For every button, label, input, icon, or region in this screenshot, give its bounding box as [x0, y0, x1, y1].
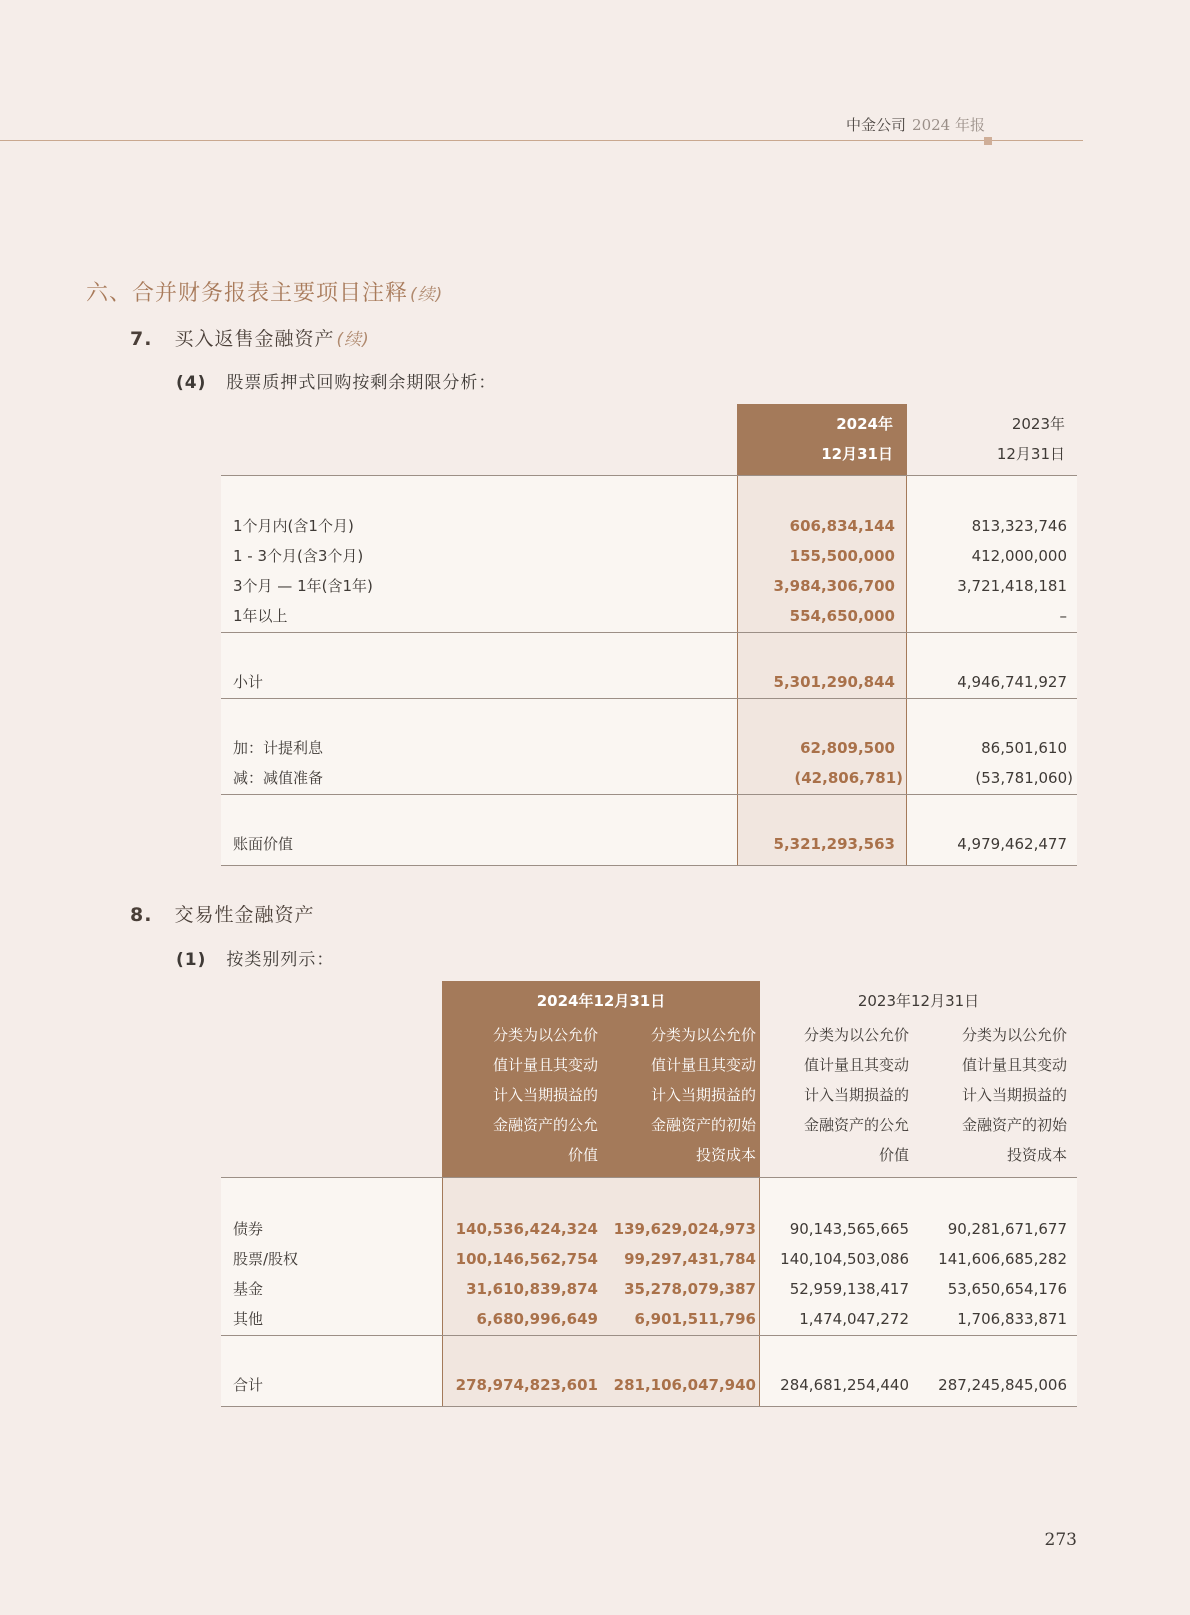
- row-cost24: 6,901,511,796: [634, 1310, 756, 1328]
- row-value-2024: 554,650,000: [789, 607, 895, 625]
- row-value-2023: –: [1059, 607, 1067, 625]
- col-2024-header-line2: 12月31日: [821, 445, 893, 463]
- note7-sub-title-text: 股票质押式回购按剩余期限分析：: [226, 373, 497, 393]
- row-fv23: 140,104,503,086: [780, 1250, 909, 1268]
- header-marker: [984, 137, 992, 145]
- col-fv24-h4: 金融资产的公允: [492, 1116, 598, 1134]
- adj-2024: 62,809,500: [800, 739, 895, 757]
- col-fv23-h4: 金融资产的公允: [803, 1116, 909, 1134]
- page-number: 273: [1044, 1530, 1077, 1550]
- row-fv24: 31,610,839,874: [466, 1280, 598, 1298]
- row-value-2024: 606,834,144: [789, 517, 895, 535]
- group-2024-header: 2024年12月31日: [536, 992, 666, 1010]
- total-fv23: 284,681,254,440: [780, 1376, 909, 1394]
- row-label: 1个月内(含1个月): [233, 517, 354, 535]
- col-fv23-h5: 价值: [878, 1146, 909, 1164]
- row-cost24: 99,297,431,784: [624, 1250, 756, 1268]
- row-fv23: 90,143,565,665: [789, 1220, 909, 1238]
- col-fv24-h3: 计入当期损益的: [492, 1086, 598, 1104]
- note8-number: 8.: [130, 904, 153, 926]
- row-value-2024: 155,500,000: [789, 547, 895, 565]
- row-cost23: 141,606,685,282: [938, 1250, 1067, 1268]
- table-trading-assets: [221, 981, 1077, 1407]
- row-value-2023: 3,721,418,181: [957, 577, 1067, 595]
- row-label: 其他: [233, 1310, 264, 1328]
- col-fv23-h2: 值计量且其变动: [803, 1056, 909, 1074]
- adj-2024: (42,806,781): [794, 769, 903, 787]
- rule: [221, 698, 1077, 699]
- col-cost24-h3: 计入当期损益的: [650, 1086, 756, 1104]
- note7-number: 7.: [130, 328, 153, 350]
- col-cost23-h3: 计入当期损益的: [961, 1086, 1067, 1104]
- note7-subtitle: [176, 368, 496, 393]
- subtotal-2023: 4,946,741,927: [957, 673, 1067, 691]
- col-fv24-h5: 价值: [567, 1146, 598, 1164]
- row-fv24: 6,680,996,649: [476, 1310, 598, 1328]
- group-2023-header: 2023年12月31日: [857, 992, 980, 1010]
- note7-cont: (续): [336, 330, 370, 350]
- row-label: 基金: [233, 1280, 264, 1298]
- col-cost24-h2: 值计量且其变动: [650, 1056, 756, 1074]
- section-title: [86, 276, 443, 307]
- col-cost23-h5: 投资成本: [1006, 1146, 1067, 1164]
- row-fv24: 100,146,562,754: [455, 1250, 598, 1268]
- header-rule: [0, 140, 1083, 141]
- header-rule: [221, 1177, 1077, 1178]
- report-name: 2024 年报: [912, 116, 985, 134]
- subtotal-2024: 5,301,290,844: [773, 673, 895, 691]
- row-label: 1年以上: [233, 607, 288, 625]
- row-value-2024: 3,984,306,700: [773, 577, 895, 595]
- bottom-rule: [221, 865, 1077, 866]
- note8-sub-number: (1): [176, 950, 207, 970]
- note8-sub-title-text: 按类别列示：: [226, 950, 335, 970]
- col-fv24-h1: 分类为以公允价: [492, 1026, 598, 1044]
- col-fv23-h3: 计入当期损益的: [803, 1086, 909, 1104]
- total-2024: 5,321,293,563: [773, 835, 895, 853]
- total-cost24: 281,106,047,940: [613, 1376, 756, 1394]
- adj-label: 加：计提利息: [233, 739, 324, 757]
- header-rule: [221, 475, 1077, 476]
- company-name: 中金公司: [846, 116, 907, 134]
- col-cost23-h1: 分类为以公允价: [961, 1026, 1067, 1044]
- running-header: [846, 114, 985, 135]
- table-pledged-repo-maturity: [221, 404, 1077, 866]
- row-value-2023: 412,000,000: [971, 547, 1067, 565]
- row-cost23: 53,650,654,176: [947, 1280, 1067, 1298]
- col-cost23-h4: 金融资产的初始: [961, 1116, 1067, 1134]
- row-cost24: 139,629,024,973: [613, 1220, 756, 1238]
- col-2023-header-line1: 2023年: [1011, 415, 1065, 433]
- total-cost23: 287,245,845,006: [938, 1376, 1067, 1394]
- row-label: 股票/股权: [233, 1250, 299, 1268]
- section-title-text: 六、合并财务报表主要项目注释: [86, 281, 409, 306]
- note7-title-text: 买入返售金融资产: [174, 328, 335, 350]
- rule: [221, 632, 1077, 633]
- rule: [221, 1335, 1077, 1336]
- col-cost23-h2: 值计量且其变动: [961, 1056, 1067, 1074]
- total-2023: 4,979,462,477: [957, 835, 1067, 853]
- col-2023-header-line2: 12月31日: [996, 445, 1065, 463]
- subtotal-label: 小计: [233, 673, 264, 691]
- row-fv23: 1,474,047,272: [799, 1310, 909, 1328]
- row-cost23: 90,281,671,677: [947, 1220, 1067, 1238]
- total-label: 账面价值: [233, 835, 294, 853]
- adj-label: 减：减值准备: [233, 769, 324, 787]
- adj-2023: 86,501,610: [981, 739, 1067, 757]
- col-cost24-h4: 金融资产的初始: [650, 1116, 756, 1134]
- row-fv23: 52,959,138,417: [789, 1280, 909, 1298]
- note8-subtitle: [176, 945, 334, 970]
- bottom-rule: [221, 1406, 1077, 1407]
- col-cost24-h5: 投资成本: [695, 1146, 756, 1164]
- row-label: 1 - 3个月(含3个月): [233, 547, 364, 565]
- section-cont: (续): [410, 285, 444, 305]
- adj-2023: (53,781,060): [975, 769, 1073, 787]
- row-value-2023: 813,323,746: [971, 517, 1067, 535]
- note8-title-text: 交易性金融资产: [174, 904, 315, 926]
- note7-sub-number: (4): [176, 373, 207, 393]
- rule: [221, 794, 1077, 795]
- col-fv24-h2: 值计量且其变动: [492, 1056, 598, 1074]
- row-label: 3个月 — 1年(含1年): [233, 577, 373, 595]
- note8-title: [130, 900, 314, 927]
- total-fv24: 278,974,823,601: [455, 1376, 598, 1394]
- col-fv23-h1: 分类为以公允价: [803, 1026, 909, 1044]
- total-label: 合计: [233, 1376, 264, 1394]
- row-fv24: 140,536,424,324: [455, 1220, 598, 1238]
- row-label: 债券: [233, 1220, 264, 1238]
- row-cost24: 35,278,079,387: [624, 1280, 756, 1298]
- note7-title: [130, 324, 370, 351]
- col-2024-header-line1: 2024年: [836, 415, 893, 433]
- col-cost24-h1: 分类为以公允价: [650, 1026, 756, 1044]
- row-cost23: 1,706,833,871: [957, 1310, 1067, 1328]
